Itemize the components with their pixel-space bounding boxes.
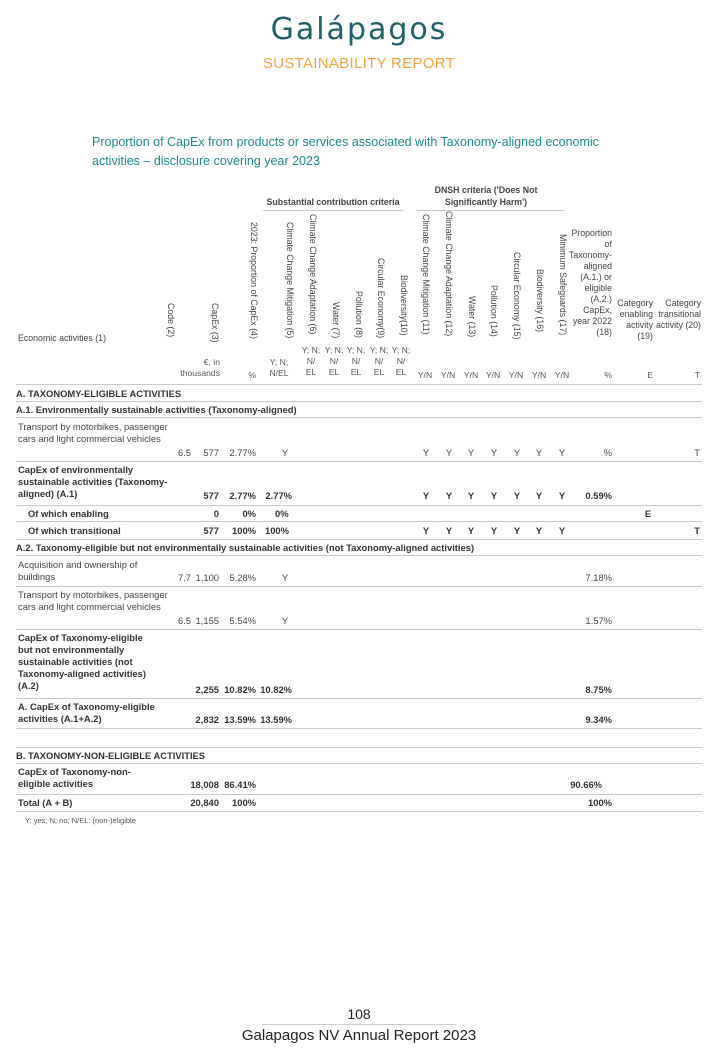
rule (16, 461, 702, 462)
cell-dnsh-1: Y (422, 525, 430, 536)
unit-prop: % (248, 370, 256, 380)
section-b-heading: B. TAXONOMY-NON-ELIGIBLE ACTIVITIES (16, 750, 206, 761)
cell-capex: 577 (203, 525, 219, 536)
cell-min-safeguards: Y (558, 490, 566, 501)
cell-dnsh-5: Y (513, 447, 521, 458)
unit-dnsh-circular: Y/N (508, 370, 524, 380)
rule (16, 629, 702, 630)
cell-dnsh-3: Y (467, 490, 475, 501)
cell-sc-ccm: 0% (275, 508, 289, 519)
col-header-prop-2022: Proportion of Taxonomy-aligned (A.1.) or eligible (A.2.) CapEx, year 2022 (18) (568, 228, 612, 337)
cell-code: 6.5 (177, 447, 191, 458)
cell-min-safeguards: Y (558, 447, 566, 458)
unit-sc-water: Y; N; N/ EL (324, 345, 344, 377)
col-header-enabling: Category enabling activity (19) (617, 298, 653, 341)
rule (16, 698, 702, 699)
cell-dnsh-6: Y (535, 525, 543, 536)
row-label: CapEx of Taxonomy-non-eligible activities (18, 766, 131, 789)
brand-logo: Galápagos (270, 12, 448, 47)
unit-c20: T (694, 370, 700, 380)
col-header-sc-cca: Climate Change Adaptation (6) (308, 214, 318, 335)
cell-sc-ccm: Y (281, 615, 289, 626)
cell-prop: 100% (232, 797, 256, 808)
cell-dnsh-4: Y (490, 490, 498, 501)
cell-dnsh-4: Y (490, 525, 498, 536)
rule (16, 794, 702, 795)
table-row (16, 508, 702, 522)
cell-prop: 13.59% (224, 714, 256, 725)
row-label: Of which transitional (28, 525, 121, 536)
rule (16, 747, 702, 748)
table-title: Proportion of CapEx from products or services associated with Taxonomy-aligned economic activities – disclosure covering year 2023 (92, 135, 599, 168)
cell-dnsh-4: Y (490, 447, 498, 458)
cell-prop: 0% (242, 508, 256, 519)
cell-c18: 8.75% (585, 684, 612, 695)
unit-ccm: Y; N; N/EL (269, 357, 289, 378)
table-row (16, 420, 702, 460)
col-header-capex: CapEx (3) (210, 303, 220, 343)
report-subtitle: SUSTAINABILITY REPORT (262, 55, 456, 72)
col-header-code: Code (2) (166, 303, 176, 338)
cell-sc-ccm: 10.82% (260, 684, 292, 695)
rule (16, 539, 702, 540)
unit-min-safeguards: Y/N (554, 370, 570, 380)
cell-capex: 2,255 (195, 684, 219, 695)
row-label: CapEx of environmentally sustainable activities (Taxonomy-aligned) (A.1) (18, 464, 168, 499)
cell-dnsh-5: Y (513, 525, 521, 536)
table-row (16, 589, 702, 629)
unit-dnsh-ccm: Y/N (417, 370, 433, 380)
col-header-sc-water: Water (7) (331, 302, 341, 339)
substantial-criteria-header: Substantial contribution criteria (266, 197, 400, 207)
row-label: A. CapEx of Taxonomy-eligible activities (A.1+A.2) (18, 701, 155, 724)
col-header-activities: Economic activities (1) (18, 333, 106, 343)
row-label: CapEx of Taxonomy-eligible but not environmentally sustainable activities (not Taxonomy-aligned activities) (A.2) (18, 632, 146, 691)
dnsh-header-rule (416, 210, 564, 211)
page-number: 108 (347, 1006, 371, 1022)
rule (16, 521, 702, 522)
cell-dnsh-6: Y (535, 490, 543, 501)
cell-dnsh-1: Y (422, 447, 430, 458)
rule (16, 417, 702, 418)
unit-sc-pollution: Y; N; N/ EL (346, 345, 366, 377)
rule (16, 384, 702, 385)
cell-c20: T (694, 447, 700, 458)
cell-dnsh-6: Y (535, 447, 543, 458)
cell-capex: 1,100 (195, 572, 219, 583)
cell-prop: 5.54% (229, 615, 256, 626)
cell-c18: 9.34% (585, 714, 612, 725)
rule (16, 728, 702, 729)
col-header-dnsh-cca: Climate Change Adaptation (12) (444, 211, 454, 337)
cell-min-safeguards: Y (558, 525, 566, 536)
cell-sc-ccm: 2.77% (265, 490, 292, 501)
cell-dnsh-3: Y (467, 447, 475, 458)
row-label: Of which enabling (28, 508, 109, 519)
cell-capex: 0 (213, 508, 219, 519)
col-header-sc-biodiversity: Biodiversity(10) (399, 275, 409, 336)
cell-c18: 1.57% (585, 615, 612, 626)
col-header-sc-circular: Circular Economy(9) (376, 258, 386, 339)
cell-capex: 18,008 (190, 779, 219, 790)
section-a-heading: A. TAXONOMY-ELIGIBLE ACTIVITIES (16, 388, 182, 399)
section-a2-heading: A.2. Taxonomy-eligible but not environmentally sustainable activities (not Taxonomy-aligned activities) (16, 542, 475, 553)
cell-prop: 5.28% (229, 572, 256, 583)
unit-dnsh-pollution: Y/N (485, 370, 501, 380)
dnsh-criteria-header: DNSH criteria ('Does Not Significantly Harm') (434, 185, 538, 207)
cell-prop: 86.41% (224, 779, 256, 790)
cell-capex: 20,840 (190, 797, 219, 808)
cell-prop: 2.77% (229, 490, 256, 501)
rule (16, 763, 702, 764)
cell-capex: 1,155 (195, 615, 219, 626)
table-row (16, 558, 702, 586)
cell-dnsh-2: Y (445, 490, 453, 501)
table-row (16, 464, 702, 504)
rule (16, 811, 702, 812)
unit-c19: E (647, 370, 653, 380)
cell-dnsh-2: Y (445, 447, 453, 458)
table-row (16, 632, 702, 698)
section-a1-heading: A.1. Environmentally sustainable activities (Taxonomy-aligned) (16, 404, 297, 415)
rule (16, 505, 702, 506)
cell-dnsh-2: Y (445, 525, 453, 536)
cell-capex: 577 (203, 447, 219, 458)
table-row (16, 797, 702, 811)
cell-dnsh-3: Y (467, 525, 475, 536)
unit-dnsh-cca: Y/N (440, 370, 456, 380)
col-header-sc-ccm: Climate Change Mitigation (5) (285, 222, 295, 339)
cell-c18: 7.18% (585, 572, 612, 583)
unit-dnsh-biodiversity: Y/N (531, 370, 547, 380)
table-row (16, 766, 702, 794)
unit-capex: €, in thousands (180, 357, 220, 378)
cell-dnsh-5: Y (513, 490, 521, 501)
unit-dnsh-water: Y/N (463, 370, 479, 380)
cell-prop: 100% (232, 525, 256, 536)
unit-sc-cca: Y; N; N/ EL (301, 345, 321, 377)
col-header-dnsh-pollution: Pollution (14) (489, 285, 499, 337)
unit-c18: % (604, 370, 612, 380)
col-header-dnsh-ccm: Climate Change Mitigation (11) (421, 214, 431, 335)
cell-sc-ccm: 100% (265, 525, 289, 536)
col-header-transitional: Category transitional activity (20) (656, 298, 701, 330)
cell-sc-ccm: Y (281, 572, 289, 583)
footer-title: Galapagos NV Annual Report 2023 (241, 1027, 477, 1044)
cell-c18: 100% (588, 797, 612, 808)
row-label: Total (A + B) (18, 797, 73, 808)
row-label: Transport by motorbikes, passenger cars and light commercial vehicles (18, 589, 168, 612)
cell-prop: 10.82% (224, 684, 256, 695)
cell-sc-ccm: 13.59% (260, 714, 292, 725)
footnote: Y: yes; N: no; N/EL: (non-)eligible (25, 816, 136, 825)
cell-c20: T (694, 525, 700, 536)
cell-c18: 0.59% (585, 490, 612, 501)
table-row (16, 525, 702, 539)
unit-sc-biodiversity: Y; N; N/ EL (391, 345, 411, 377)
col-header-dnsh-biodiversity: Biodiversity (16) (535, 269, 545, 333)
cell-sc-ccm: Y (281, 447, 289, 458)
cell-capex: 2,832 (195, 714, 219, 725)
cell-code: 7.7 (177, 572, 191, 583)
col-header-dnsh-circular: Circular Economy (15) (512, 252, 522, 340)
cell-capex: 577 (203, 490, 219, 501)
cell-code: 6.5 (177, 615, 191, 626)
col-header-proportion: 2023: Proportion of CapEx (4) (249, 222, 259, 339)
cell-c19: E (644, 508, 652, 519)
unit-sc-circular: Y; N; N/ EL (369, 345, 389, 377)
col-header-min-safeguards: Minimum Safeguards (17) (558, 234, 568, 336)
rule (16, 555, 702, 556)
row-label: Transport by motorbikes, passenger cars and light commercial vehicles (18, 421, 168, 444)
cell-prop: 2.77% (229, 447, 256, 458)
cell-c18: % (603, 447, 612, 458)
col-header-dnsh-water: Water (13) (467, 296, 477, 338)
cell-c18: 90.66% (570, 779, 602, 790)
cell-dnsh-1: Y (422, 490, 430, 501)
table-row (16, 701, 702, 729)
row-label: Acquisition and ownership of buildings (18, 559, 138, 582)
rule (16, 401, 702, 402)
rule (16, 586, 702, 587)
col-header-sc-pollution: Pollution (8) (354, 291, 364, 338)
substantial-header-rule (263, 210, 403, 211)
footer-divider (262, 1024, 456, 1025)
